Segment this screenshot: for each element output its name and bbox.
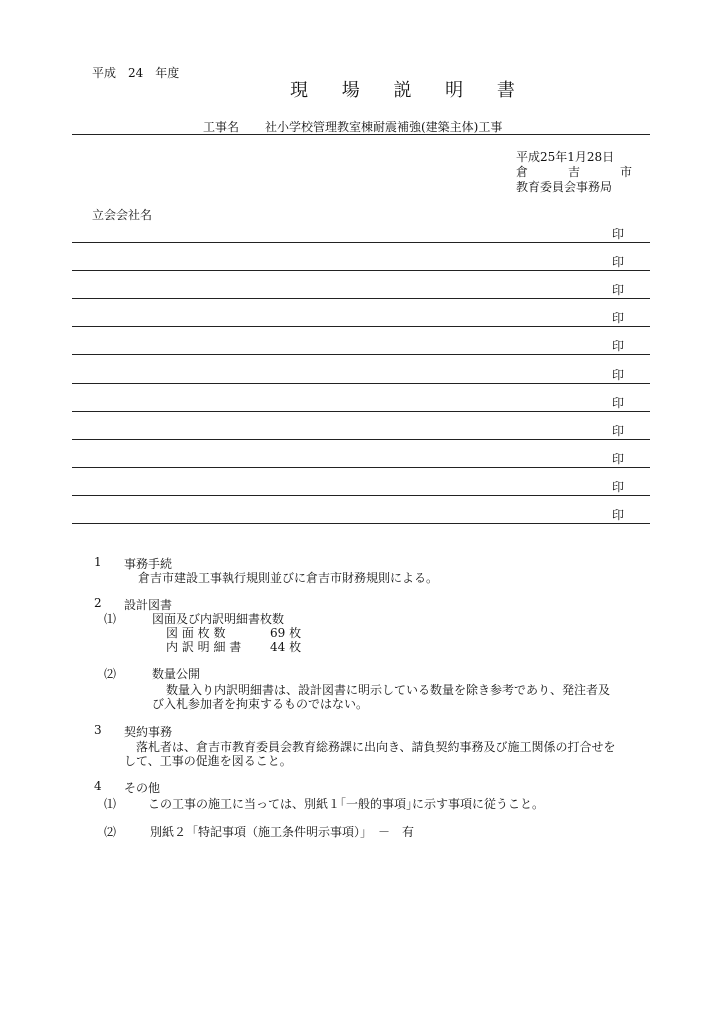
issuer-office: 教育委員会事務局 [516,180,613,194]
section-1-number: 1 [94,555,102,569]
city-char: 吉 [567,165,580,179]
section-2-sub2-title: 数量公開 [152,667,201,681]
title-rule [72,134,650,135]
signature-line [72,326,650,327]
section-2-number: 2 [94,596,102,610]
drawings-label: 図 面 枚 数 [166,626,226,640]
section-3-number: 3 [94,723,102,737]
section-4-sub2-number: ⑵ [104,825,117,839]
signature-line [72,495,650,496]
signature-line [72,439,650,440]
project-label: 工事名 [203,120,240,134]
section-2-sub2-line2: び入札参加者を拘束するものではない。 [152,697,369,711]
seal-mark: 印 [612,451,625,466]
seal-mark: 印 [612,423,625,438]
section-1-title: 事務手続 [124,557,173,571]
seal-mark: 印 [612,395,625,410]
section-4-number: 4 [94,779,102,793]
section-2-sub2-line1: 数量入り内訳明細書は、設計図書に明示している数量を除き参考であり、発注者及 [166,683,611,697]
signature-line [72,298,650,299]
seal-mark: 印 [612,283,625,298]
signature-line [72,270,650,271]
seal-mark: 印 [612,479,625,494]
seal-mark: 印 [612,255,625,270]
section-4-sub2-text: 別紙２「特記事項（施工条件明示事項）」 － 有 [150,825,415,839]
seal-mark: 印 [612,227,625,241]
seal-mark: 印 [612,367,625,382]
signature-line [72,383,650,384]
section-1-body: 倉吉市建設工事執行規則並びに倉吉市財務規則による。 [138,571,439,585]
section-4-sub1-number: ⑴ [104,797,117,811]
signature-line [72,411,650,412]
city-char: 市 [619,165,632,179]
issue-date-text: 平成25年1月28日 [516,150,615,164]
section-4-sub1-text: この工事の施工に当っては、別紙１｢一般的事項｣に示す事項に従うこと。 [148,797,545,811]
section-4-title: その他 [124,781,161,795]
signature-line [72,242,650,243]
seal-mark: 印 [612,339,625,354]
section-3-line1: 落札者は、倉吉市教育委員会教育総務課に出向き、請負契約事務及び施工関係の打合せを [136,740,616,754]
breakdown-label: 内 訳 明 細 書 [166,640,242,654]
attendees-label: 立会会社名 [92,208,153,222]
fiscal-year: 平成 24 年度 [92,66,180,80]
document-title: 現 場 説 明 書 [290,80,529,101]
project-name: 社小学校管理教室棟耐震補強(建築主体)工事 [265,120,503,134]
breakdown-count: 44 枚 [270,640,302,654]
signature-line [72,467,650,468]
section-2-sub1-number: ⑴ [104,612,117,626]
signature-line [72,523,650,524]
section-2-sub2-number: ⑵ [104,667,117,681]
drawings-count: 69 枚 [270,626,302,640]
section-3-line2: して、工事の促進を図ること。 [124,754,292,768]
section-2-sub1-title: 図面及び内訳明細書枚数 [152,612,285,626]
signature-line [72,354,650,355]
city-char: 倉 [516,165,529,179]
seal-mark: 印 [612,508,625,522]
section-2-title: 設計図書 [124,598,173,612]
seal-mark: 印 [612,311,625,326]
section-3-title: 契約事務 [124,725,173,739]
